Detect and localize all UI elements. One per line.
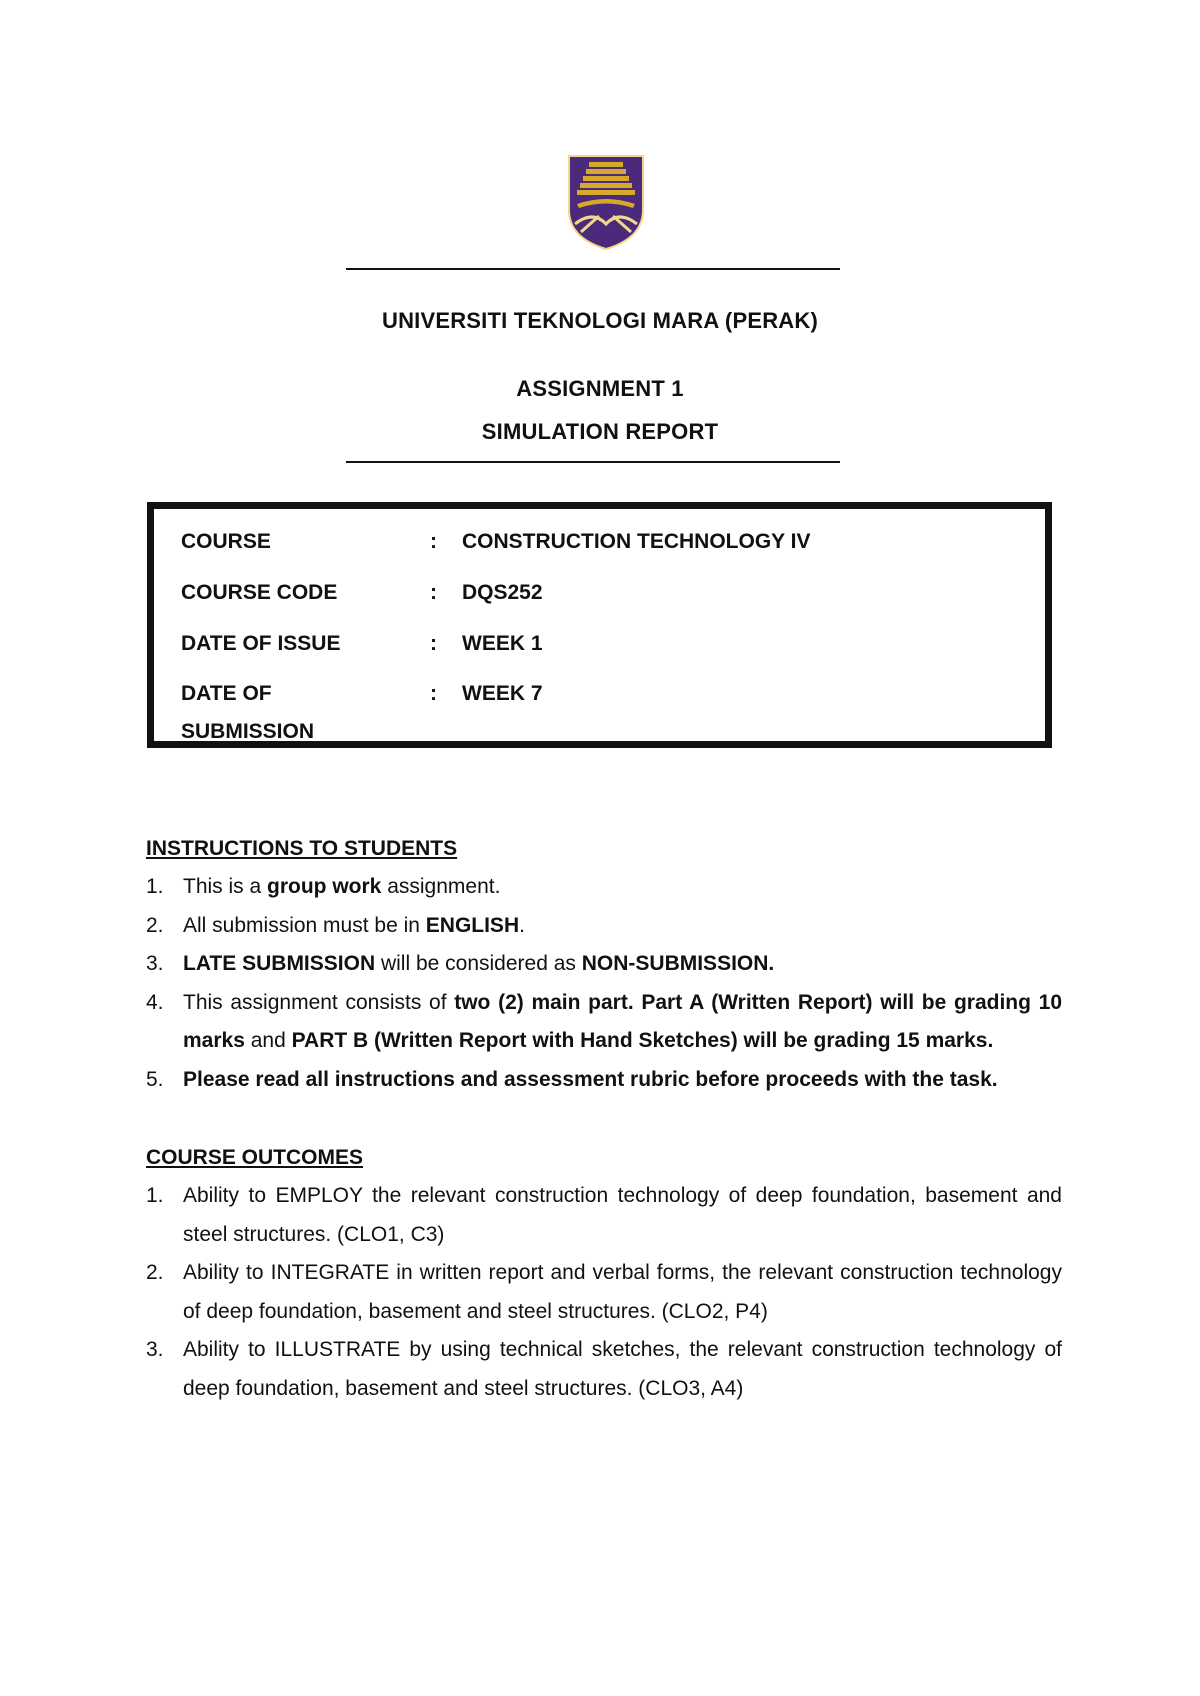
item-text: will be considered as — [375, 952, 582, 975]
item-text: assignment. — [381, 875, 501, 898]
item-text: Ability to ILLUSTRATE by using technical sketches, the relevant construction technology of deep foundation, basement and steel structures. (CLO3, A4) — [183, 1338, 1062, 1400]
university-name: UNIVERSITI TEKNOLOGI MARA (PERAK) — [381, 308, 818, 333]
submission-label-line1: DATE OF — [181, 682, 272, 705]
outcome-item — [146, 1254, 1062, 1331]
colon: : — [430, 682, 437, 705]
item-number: 2. — [146, 1261, 164, 1284]
assignment-number: ASSIGNMENT 1 — [516, 376, 684, 401]
item-bold-text: PART B (Written Report with Hand Sketches) will be grading 15 marks. — [291, 1029, 994, 1052]
item-number: 3. — [146, 1338, 164, 1361]
colon: : — [430, 632, 437, 655]
outcome-item — [146, 1177, 1062, 1254]
instructions-section — [146, 830, 1062, 1099]
document-title: SIMULATION REPORT — [481, 419, 719, 444]
submission-label-line2: SUBMISSION — [181, 720, 315, 743]
course-label: COURSE — [181, 530, 271, 553]
colon: : — [430, 530, 437, 553]
item-bold-text: LATE SUBMISSION — [183, 952, 376, 975]
course-info-box — [147, 502, 1052, 748]
header-bottom-rule — [346, 461, 840, 463]
item-number: 5. — [146, 1067, 164, 1091]
uitm-crest-icon — [563, 152, 649, 252]
item-text: All submission must be in — [183, 913, 426, 937]
instructions-title: INSTRUCTIONS TO STUDENTS — [146, 837, 458, 860]
item-text: Ability to INTEGRATE in written report and verbal forms, the relevant construction technology of deep foundation, basement and steel structures. (CLO2, P4) — [183, 1261, 1062, 1323]
item-text: This assignment consists of — [183, 990, 455, 1014]
course-value: CONSTRUCTION TECHNOLOGY IV — [462, 530, 811, 553]
item-bold-text: NON-SUBMISSION. — [581, 952, 775, 975]
course-outcomes-title: COURSE OUTCOMES — [146, 1146, 364, 1169]
item-bold-text: ENGLISH — [425, 913, 520, 937]
course-code-value: DQS252 — [462, 581, 543, 604]
date-of-submission-value: WEEK 7 — [462, 682, 543, 705]
date-of-submission-label — [181, 675, 421, 751]
instruction-item — [146, 1061, 1062, 1100]
item-number: 1. — [146, 1184, 164, 1207]
item-number: 3. — [146, 952, 164, 975]
colon: : — [430, 581, 437, 604]
item-text: and — [244, 1029, 292, 1052]
date-of-issue-label: DATE OF ISSUE — [181, 632, 341, 655]
course-outcomes-section — [146, 1139, 1062, 1408]
item-bold-text: Please read all instructions and assessment rubric before proceeds with the task. — [183, 1067, 998, 1091]
item-text: This is a — [183, 875, 268, 898]
item-text: . — [519, 913, 525, 937]
item-text: Ability to EMPLOY the relevant construction technology of deep foundation, basement and steel structures. (CLO1, C3) — [183, 1184, 1062, 1246]
item-bold-text: two (2) main part. Part A (Written Report) will be grading 10 marks — [183, 990, 1062, 1052]
instruction-item — [146, 984, 1062, 1061]
instruction-item — [146, 945, 1062, 984]
date-of-issue-value: WEEK 1 — [462, 632, 543, 655]
item-number: 2. — [146, 913, 164, 937]
outcome-item — [146, 1331, 1062, 1408]
header-top-rule — [346, 268, 840, 270]
instruction-item — [146, 868, 1062, 907]
instruction-item — [146, 907, 1062, 946]
item-number: 4. — [146, 990, 164, 1014]
course-code-label: COURSE CODE — [181, 581, 338, 604]
item-number: 1. — [146, 875, 164, 898]
item-bold-text: group work — [267, 875, 382, 898]
